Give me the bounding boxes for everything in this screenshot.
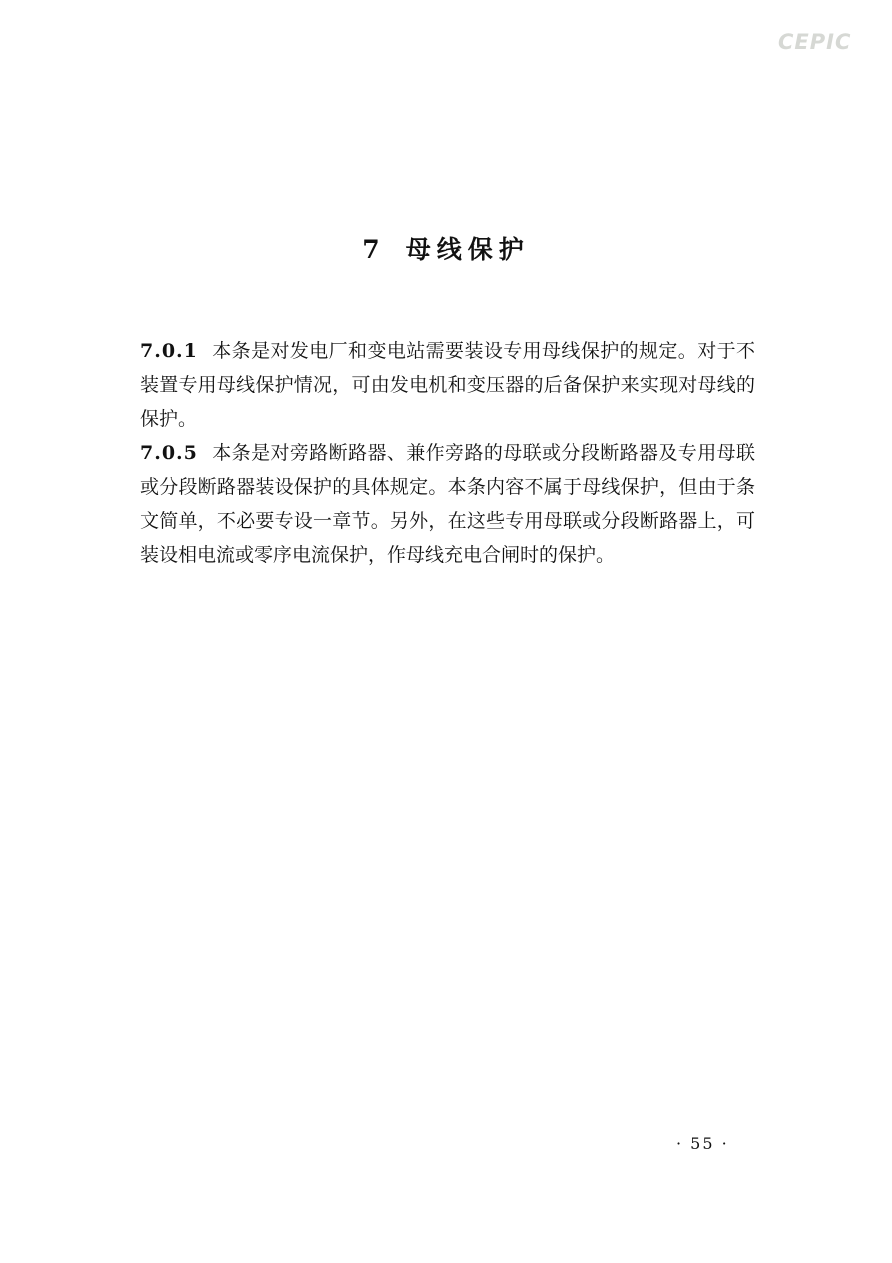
chapter-title — [0, 230, 892, 266]
cepic-logo: CEPIC — [778, 30, 852, 54]
chapter-number: 7 — [362, 235, 386, 264]
page-number: · 55 · — [676, 1134, 729, 1153]
clause-number: 7.0.1 — [140, 340, 198, 362]
clause-number: 7.0.5 — [140, 442, 198, 464]
chapter-title-text: 母线保护 — [405, 235, 530, 264]
clause-7-0-1 — [140, 334, 755, 436]
clause-text: 本条是对旁路断路器、兼作旁路的母联或分段断路器及专用母联或分段断路器装设保护的具体规定。本条内容不属于母线保护，但由于条文简单，不必要专设一章节。另外，在这些专用母联或分段断路器上，可装设相电流或零序电流保护，作母线充电合闸时的保护。 — [140, 442, 755, 566]
clause-7-0-5 — [140, 436, 755, 572]
document-body — [140, 334, 755, 572]
clause-text: 本条是对发电厂和变电站需要装设专用母线保护的规定。对于不装置专用母线保护情况，可由发电机和变压器的后备保护来实现对母线的保护。 — [140, 340, 755, 430]
